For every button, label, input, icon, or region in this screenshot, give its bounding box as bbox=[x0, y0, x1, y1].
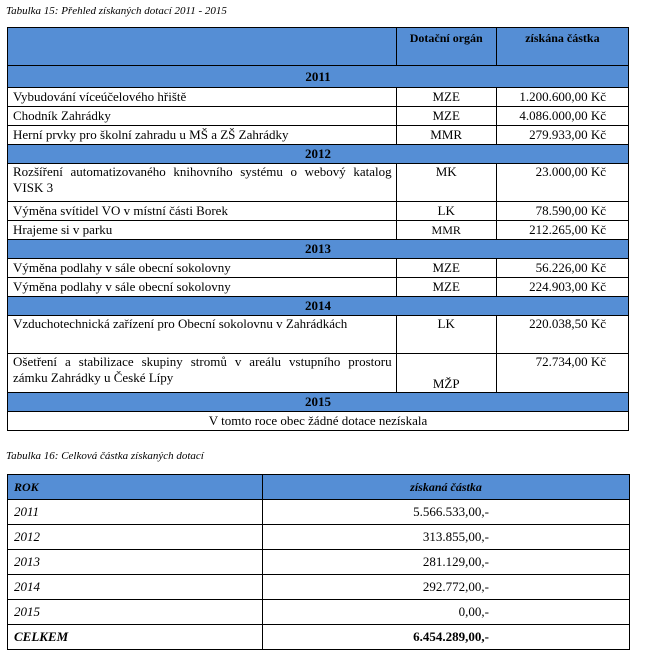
organ-cell: MMR bbox=[396, 126, 496, 145]
table-row bbox=[8, 316, 629, 354]
organ-cell: MZE bbox=[396, 107, 496, 126]
activity-cell: Hrajeme si v parku bbox=[8, 221, 397, 240]
year-header: ROK bbox=[8, 475, 263, 500]
activity-cell: Výměna podlahy v sále obecní sokolovny bbox=[8, 259, 397, 278]
activity-cell: Výměna svítidel VO v místní části Borek bbox=[8, 202, 397, 221]
organ-cell: MŽP bbox=[396, 354, 496, 393]
activity-cell: Rozšíření automatizovaného knihovního systému o webový katalog VISK 3 bbox=[8, 164, 397, 202]
table-row bbox=[8, 164, 629, 202]
amount-header: získaná částka bbox=[263, 475, 630, 500]
table-row bbox=[8, 221, 629, 240]
total-row bbox=[8, 625, 630, 650]
table-row bbox=[8, 107, 629, 126]
amount-cell: 23.000,00 Kč bbox=[496, 164, 628, 202]
amount-cell: 78.590,00 Kč bbox=[496, 202, 628, 221]
table-row bbox=[8, 88, 629, 107]
amount-header: získána částka bbox=[496, 28, 628, 66]
organ-cell: MZE bbox=[396, 88, 496, 107]
amount-cell: 72.734,00 Kč bbox=[496, 354, 628, 393]
activity-cell: Vybudování víceúčelového hřiště bbox=[8, 88, 397, 107]
year-row-2012 bbox=[8, 145, 629, 164]
no-grants-note: V tomto roce obec žádné dotace nezískala bbox=[8, 412, 629, 431]
year-label: 2014 bbox=[8, 297, 629, 316]
amount-cell: 224.903,00 Kč bbox=[496, 278, 628, 297]
table-header-row bbox=[8, 28, 629, 66]
table-row bbox=[8, 600, 630, 625]
grants-total-table bbox=[7, 474, 630, 650]
year-label: 2015 bbox=[8, 393, 629, 412]
table-row bbox=[8, 126, 629, 145]
organ-cell: MK bbox=[396, 164, 496, 202]
total-label: CELKEM bbox=[8, 625, 263, 650]
activity-cell: Vzduchotechnická zařízení pro Obecní sokolovnu v Zahrádkách bbox=[8, 316, 397, 354]
organ-cell: MZE bbox=[396, 278, 496, 297]
table-row bbox=[8, 278, 629, 297]
table-16-caption: Tabulka 16: Celková částka získaných dotací bbox=[6, 450, 204, 462]
table-row bbox=[8, 202, 629, 221]
grants-overview-table bbox=[7, 27, 629, 431]
year-row-2013 bbox=[8, 240, 629, 259]
year-cell: 2011 bbox=[8, 500, 263, 525]
amount-cell: 281.129,00,- bbox=[263, 550, 630, 575]
table-15-caption: Tabulka 15: Přehled získaných dotací 2011 - 2015 bbox=[6, 5, 227, 17]
year-label: 2013 bbox=[8, 240, 629, 259]
organ-header: Dotační orgán bbox=[396, 28, 496, 66]
year-label: 2011 bbox=[8, 66, 629, 88]
table-row bbox=[8, 575, 630, 600]
year-label: 2012 bbox=[8, 145, 629, 164]
activity-header bbox=[8, 28, 397, 66]
activity-cell: Výměna podlahy v sále obecní sokolovny bbox=[8, 278, 397, 297]
total-amount: 6.454.289,00,- bbox=[263, 625, 630, 650]
year-row-2011 bbox=[8, 66, 629, 88]
amount-cell: 0,00,- bbox=[263, 600, 630, 625]
amount-cell: 212.265,00 Kč bbox=[496, 221, 628, 240]
amount-cell: 56.226,00 Kč bbox=[496, 259, 628, 278]
organ-cell: LK bbox=[396, 316, 496, 354]
year-row-2014 bbox=[8, 297, 629, 316]
amount-cell: 4.086.000,00 Kč bbox=[496, 107, 628, 126]
activity-cell: Ošetření a stabilizace skupiny stromů v areálu vstupního prostoru zámku Zahrádky u České Lípy bbox=[8, 354, 397, 393]
amount-cell: 220.038,50 Kč bbox=[496, 316, 628, 354]
organ-cell: LK bbox=[396, 202, 496, 221]
organ-cell: MZE bbox=[396, 259, 496, 278]
table-row bbox=[8, 354, 629, 393]
table-row bbox=[8, 525, 630, 550]
organ-cell: MMR bbox=[396, 221, 496, 240]
amount-cell: 292.772,00,- bbox=[263, 575, 630, 600]
amount-cell: 1.200.600,00 Kč bbox=[496, 88, 628, 107]
table-row bbox=[8, 259, 629, 278]
table-header-row bbox=[8, 475, 630, 500]
table-row bbox=[8, 550, 630, 575]
amount-cell: 279.933,00 Kč bbox=[496, 126, 628, 145]
table-row bbox=[8, 412, 629, 431]
amount-cell: 5.566.533,00,- bbox=[263, 500, 630, 525]
activity-cell: Chodník Zahrádky bbox=[8, 107, 397, 126]
year-cell: 2015 bbox=[8, 600, 263, 625]
activity-cell: Herní prvky pro školní zahradu u MŠ a ZŠ Zahrádky bbox=[8, 126, 397, 145]
year-cell: 2014 bbox=[8, 575, 263, 600]
year-cell: 2012 bbox=[8, 525, 263, 550]
table-row bbox=[8, 500, 630, 525]
amount-cell: 313.855,00,- bbox=[263, 525, 630, 550]
year-cell: 2013 bbox=[8, 550, 263, 575]
year-row-2015 bbox=[8, 393, 629, 412]
